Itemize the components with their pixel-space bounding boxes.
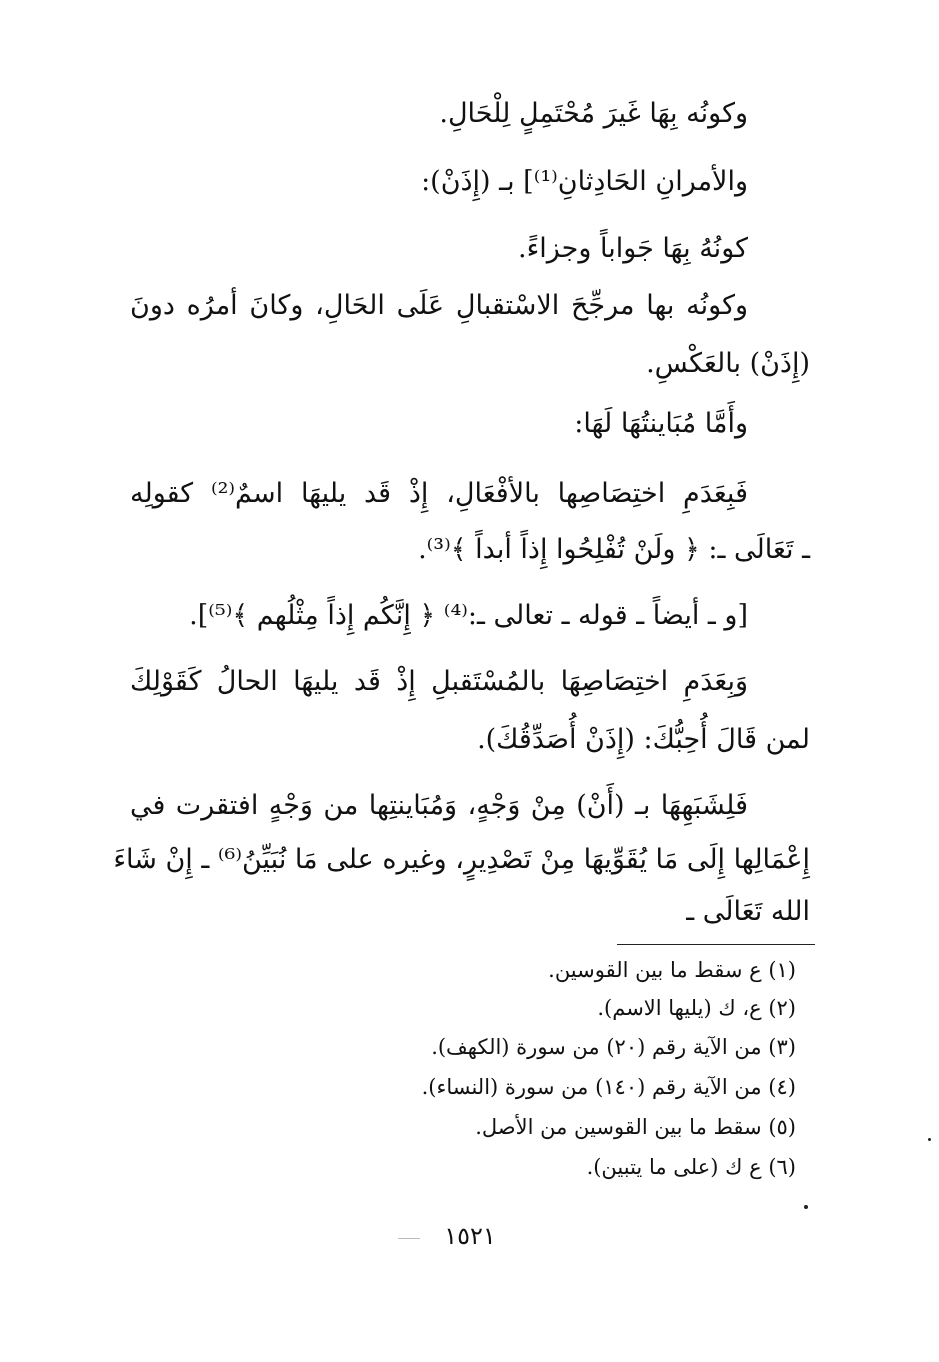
scan-speck [804,1205,808,1209]
footnote-separator [617,944,815,945]
text-line: فَبِعَدَمِ اختِصَاصِها بالأفْعَالِ، إِذْ قَد يليهَا اسمٌ⁽²⁾ كقولِه [130,478,748,509]
text-line: وَبِعَدَمِ اختِصَاصِهَا بالمُسْتَقبلِ إِذْ قَد يليهَا الحالُ كَقَوْلِكَ [130,666,748,697]
footnote: (١) ع سقط ما بين القوسين. [548,958,796,982]
text-line: (إِذَنْ) بالعَكْسِ. [646,348,810,379]
text-line: الله تَعَالَى ـ [686,896,810,927]
footnote: (٥) سقط ما بين القوسين من الأصل. [475,1115,796,1139]
text-line: والأمرانِ الحَادِثانِ⁽¹⁾] بـ (إِذَنْ): [421,166,748,197]
text-line: إِعْمَالِها إِلَى مَا يُقَوِّيهَا مِنْ تَصْدِيرٍ، وغيره على مَا نُبَيِّنُ⁽⁶⁾ ـ إِنْ شَاءَ [113,844,810,875]
footnote: (٤) من الآية رقم (١٤٠) من سورة (النساء). [421,1075,796,1099]
page-number-rule [398,1238,420,1239]
text-line: فَلِشَبَهِهَا بـ (أَنْ) مِنْ وَجْهٍ، وَمُبَاينتِها من وَجْهٍ افتقرت في [130,790,748,821]
page-number: ١٥٢١ [444,1222,496,1250]
text-line: وأَمَّا مُبَاينتُهَا لَهَا: [574,408,748,439]
footnote: (٦) ع ك (على ما يتبين). [586,1155,796,1179]
text-line: ـ تَعَالَى ـ: ﴿ ولَنْ تُفْلِحُوا إِذاً أبداً ﴾⁽³⁾. [418,534,810,565]
text-line: كونُهُ بِهَا جَواباً وجزاءً. [517,233,748,264]
footnote: (٢) ع، ك (يليها الاسم). [597,996,796,1020]
footnote: (٣) من الآية رقم (٢٠) من سورة (الكهف). [431,1035,796,1059]
scan-speck [928,1138,931,1141]
text-line: [و ـ أيضاً ـ قوله ـ تعالى ـ:⁽⁴⁾ ﴿ إِنَّكُم إِذاً مِثْلُهم ﴾⁽⁵⁾]. [189,600,748,631]
text-line: وكونُه بِهَا غَيرَ مُحْتَمِلٍ لِلْحَالِ. [439,98,748,129]
text-line: وكونُه بها مرجِّحَ الاسْتقبالِ عَلَى الحَالِ، وكانَ أمرُه دونَ [130,290,748,321]
text-line: لمن قَالَ أُحِبُّكَ: (إِذَنْ أُصَدِّقُكَ). [477,724,810,755]
